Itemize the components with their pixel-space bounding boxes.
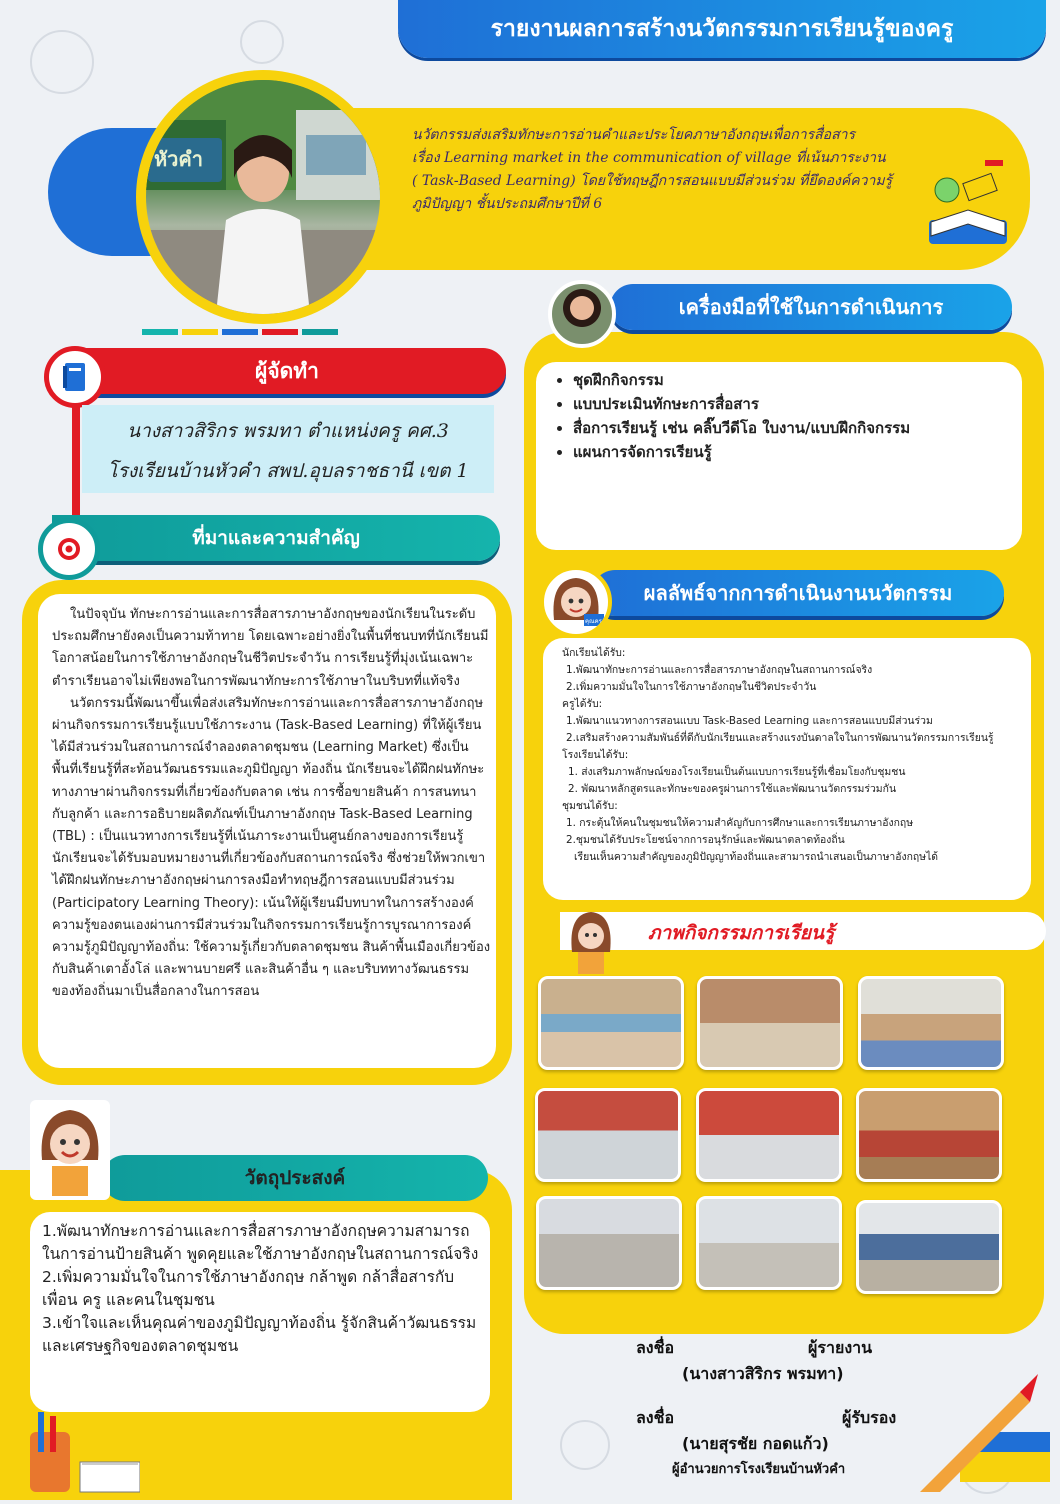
activity-photo xyxy=(697,976,843,1070)
result-line: 2.เสริมสร้างความสัมพันธ์ที่ดีกับนักเรียนและสร้างแรงบันดาลใจในการพัฒนานวัตกรรมการเรียนรู้ xyxy=(566,732,994,744)
notebook-icon xyxy=(44,346,106,408)
result-line: 2.ชุมชนได้รับประโยชน์จากการอนุรักษ์และพัฒนาตลาดท้องถิ่น xyxy=(566,834,845,846)
activity-photo xyxy=(856,1200,1002,1294)
page-title: รายงานผลการสร้างนวัตกรรมการเรียนรู้ของครู xyxy=(398,0,1046,58)
tool-item: • แบบประเมินทักษะการสื่อสาร xyxy=(573,392,1033,416)
result-line: 1. กระตุ้นให้คนในชุมชนให้ความสำคัญกับการศึกษาและการเรียนภาษาอังกฤษ xyxy=(566,817,914,829)
intro-line: ภูมิปัญญา ชั้นประถมศึกษาปีที่ 6 xyxy=(412,196,603,212)
result-line: 1.พัฒนาแนวทางการสอนแบบ Task-Based Learning และการสอนแบบมีส่วนร่วม xyxy=(566,715,933,727)
activity-photo xyxy=(858,976,1004,1070)
author-name: นางสาวสิริกร พรมทา ตำแหน่งครู คศ.3 xyxy=(127,420,449,442)
pencil-icon xyxy=(920,1372,1050,1492)
activity-photo xyxy=(536,1196,682,1290)
target-icon xyxy=(38,518,100,580)
activity-photo xyxy=(696,1088,842,1182)
teacher-cartoon-icon xyxy=(540,566,612,638)
teacher-cartoon-icon xyxy=(30,1100,110,1200)
objectives-list xyxy=(42,1220,487,1358)
result-line: 2.เพิ่มความมั่นใจในการใช้ภาษาอังกฤษในชีวิตประจำวัน xyxy=(566,681,817,693)
result-line: 1.พัฒนาทักษะการอ่านและการสื่อสารภาษาอังกฤษในสถานการณ์จริง xyxy=(566,664,873,676)
teacher-avatar xyxy=(548,280,616,348)
result-line: ชุมชนได้รับ: xyxy=(562,800,618,812)
certifier-name: (นายสุรชัย กอดแก้ว) xyxy=(682,1434,829,1453)
doodle-circle xyxy=(240,20,284,64)
author-heading: ผู้จัดทำ xyxy=(68,348,506,394)
result-line: 1. ส่งเสริมภาพลักษณ์ของโรงเรียนเป็นต้นแบบการเรียนรู้ที่เชื่อมโยงกับชุมชน xyxy=(568,766,906,778)
teacher-photo xyxy=(146,80,380,314)
certifier-title: ผู้อำนวยการโรงเรียนบ้านหัวคำ xyxy=(672,1462,846,1477)
tool-item: • แผนการจัดการเรียนรู้ xyxy=(573,440,1033,464)
badge-text: คุณครู xyxy=(585,618,602,625)
objective-item: 3.เข้าใจและเห็นคุณค่าของภูมิปัญญาท้องถิ่น รู้จักสินค้าวัฒนธรรม และเศรษฐกิจของตลาดชุมชน xyxy=(42,1314,477,1355)
background-paragraph: ในปัจจุบัน ทักษะการอ่านและการสื่อสารภาษาอังกฤษของนักเรียนในระดับประถมศึกษายังคงเป็นความท้าทาย โดยเฉพาะอย่างยิ่งในพื้นที่ชนบทที่นักเรียนมีโอกาสน้อยในการใช้ภาษาอังกฤษในชีวิตประจำวัน การเรียนรู้ที่มุ่งเน้นเฉพาะตำราเรียนอาจไม่เพียงพอในการพัฒนาทักษะการใช้ภาษาในบริบทที่แท้จริง xyxy=(52,607,489,689)
tool-item: • ชุดฝึกกิจกรรม xyxy=(573,368,1033,392)
result-line: 2. พัฒนาหลักสูตรและทักษะของครูผ่านการใช้และพัฒนานวัตกรรมร่วมกัน xyxy=(568,783,897,795)
doodle-circle xyxy=(560,1420,610,1470)
school-supplies-icon xyxy=(20,1412,140,1500)
certifier-role: ผู้รับรอง xyxy=(842,1408,897,1427)
doodle-circle xyxy=(30,30,94,94)
teacher-cartoon-icon xyxy=(566,908,616,976)
objectives-heading: วัตถุประสงค์ xyxy=(102,1155,488,1201)
objective-item: 2.เพิ่มความมั่นใจในการใช้ภาษาอังกฤษ กล้าพูด กล้าสื่อสารกับเพื่อน ครู และคนในชุมชน xyxy=(42,1268,455,1309)
activity-photo xyxy=(696,1196,842,1290)
results-heading: ผลลัพธ์จากการดำเนินงานนวัตกรรม xyxy=(592,570,1004,616)
innovation-title xyxy=(412,124,952,216)
objective-item: 1.พัฒนาทักษะการอ่านและการสื่อสารภาษาอังกฤษความสามารถในการอ่านป้ายสินค้า พูดคุยและใช้ภาษาอังกฤษในสถานการณ์จริง xyxy=(42,1222,479,1263)
result-line: นักเรียนได้รับ: xyxy=(562,647,626,659)
background-heading: ที่มาและความสำคัญ xyxy=(52,515,500,561)
gallery-heading: ภาพกิจกรรมการเรียนรู้ xyxy=(648,922,835,944)
reporter-name: (นางสาวสิริกร พรมทา) xyxy=(682,1364,844,1383)
author-info xyxy=(82,405,494,493)
color-strip xyxy=(142,329,338,335)
tools-list xyxy=(553,368,1033,464)
photo-sign-text: หัวคำ xyxy=(154,147,204,171)
sign-label: ลงชื่อ xyxy=(636,1408,675,1427)
sign-label: ลงชื่อ xyxy=(636,1338,675,1357)
background-text xyxy=(52,604,492,1004)
result-line: ครูได้รับ: xyxy=(562,698,603,710)
intro-line: ( Task-Based Learning) โดยใช้ทฤษฎีการสอนแบบมีส่วนร่วม ที่ยึดองค์ความรู้ xyxy=(412,173,893,189)
tool-item: • สื่อการเรียนรู้ เช่น คลิ๊บวีดีโอ ใบงาน/แบบฝึกกิจกรรม xyxy=(573,416,1033,440)
result-line: เรียนเห็นความสำคัญของภูมิปัญญาท้องถิ่นและสามารถนำเสนอเป็นภาษาอังกฤษได้ xyxy=(574,851,938,863)
book-icon xyxy=(925,160,1011,252)
results-list xyxy=(562,645,1022,866)
tools-heading: เครื่องมือที่ใช้ในการดำเนินการ xyxy=(610,284,1012,330)
intro-line: นวัตกรรมส่งเสริมทักษะการอ่านคำและประโยคภาษาอังกฤษเพื่อการสื่อสาร xyxy=(412,127,856,143)
activity-photo xyxy=(538,976,684,1070)
activity-photo xyxy=(535,1088,681,1182)
background-paragraph: นวัตกรรมนี้พัฒนาขึ้นเพื่อส่งเสริมทักษะการอ่านและการสื่อสารภาษาอังกฤษ ผ่านกิจกรรมการเรียนรู้แบบใช้ภาระงาน (Task-Based Learning) ที่ให้ผู้เรียนได้มีส่วนร่วมในสถานการณ์จำลองตลาดชุมชน (Learning Market) ซึ่งเป็นพื้นที่เรียนรู้ที่สะท้อนวัฒนธรรมและภูมิปัญญา ท้องถิ่น นักเรียนจะได้ฝึกฝนทักษะทางภาษาผ่านกิจกรรมที่เกี่ยวข้องกับตลาด เช่น การซื้อขายสินค้า การสนทนากับลูกค้า และการอธิบายผลิตภัณฑ์เป็นภาษาอังกฤษ Task-Based Learning (TBL) : เป็นแนวทางการเรียนรู้ที่เน้นภาระงานเป็นศูนย์กลางของการเรียนรู้ นักเรียนจะได้รับมอบหมายงานที่เกี่ยวข้องกับสถานการณ์จริง ซึ่งช่วยให้พวกเขาได้ฝึกฝนทักษะภาษาอังกฤษผ่านการลงมือทำทฤษฎีการสอนแบบมีส่วนร่วม (Participatory Learning Theory): เน้นให้ผู้เรียนมีบทบาทในการสร้างองค์ความรู้ของตนเองผ่านการมีส่วนร่วมในกิจกรรมการเรียนรู้การบูรณาการองค์ความรู้ภูมิปัญญาท้องถิ่น: ใช้ความรู้เกี่ยวกับตลาดชุมชน สินค้าพื้นเมืองเกี่ยวข้องกับสินค้าเตาอั้งโล่ และพานบายศรี และสินค้าอื่น ๆ และบริบททางวัฒนธรรมของท้องถิ่นมาเป็นสื่อกลางในการสอน xyxy=(52,695,491,1000)
result-line: โรงเรียนได้รับ: xyxy=(562,749,629,761)
reporter-role: ผู้รายงาน xyxy=(808,1338,873,1357)
author-school: โรงเรียนบ้านหัวคำ สพป.อุบลราชธานี เขต 1 xyxy=(107,460,469,482)
intro-line: เรื่อง Learning market in the communication of village ที่เน้นภาระงาน xyxy=(412,150,886,166)
activity-photo xyxy=(856,1088,1002,1182)
